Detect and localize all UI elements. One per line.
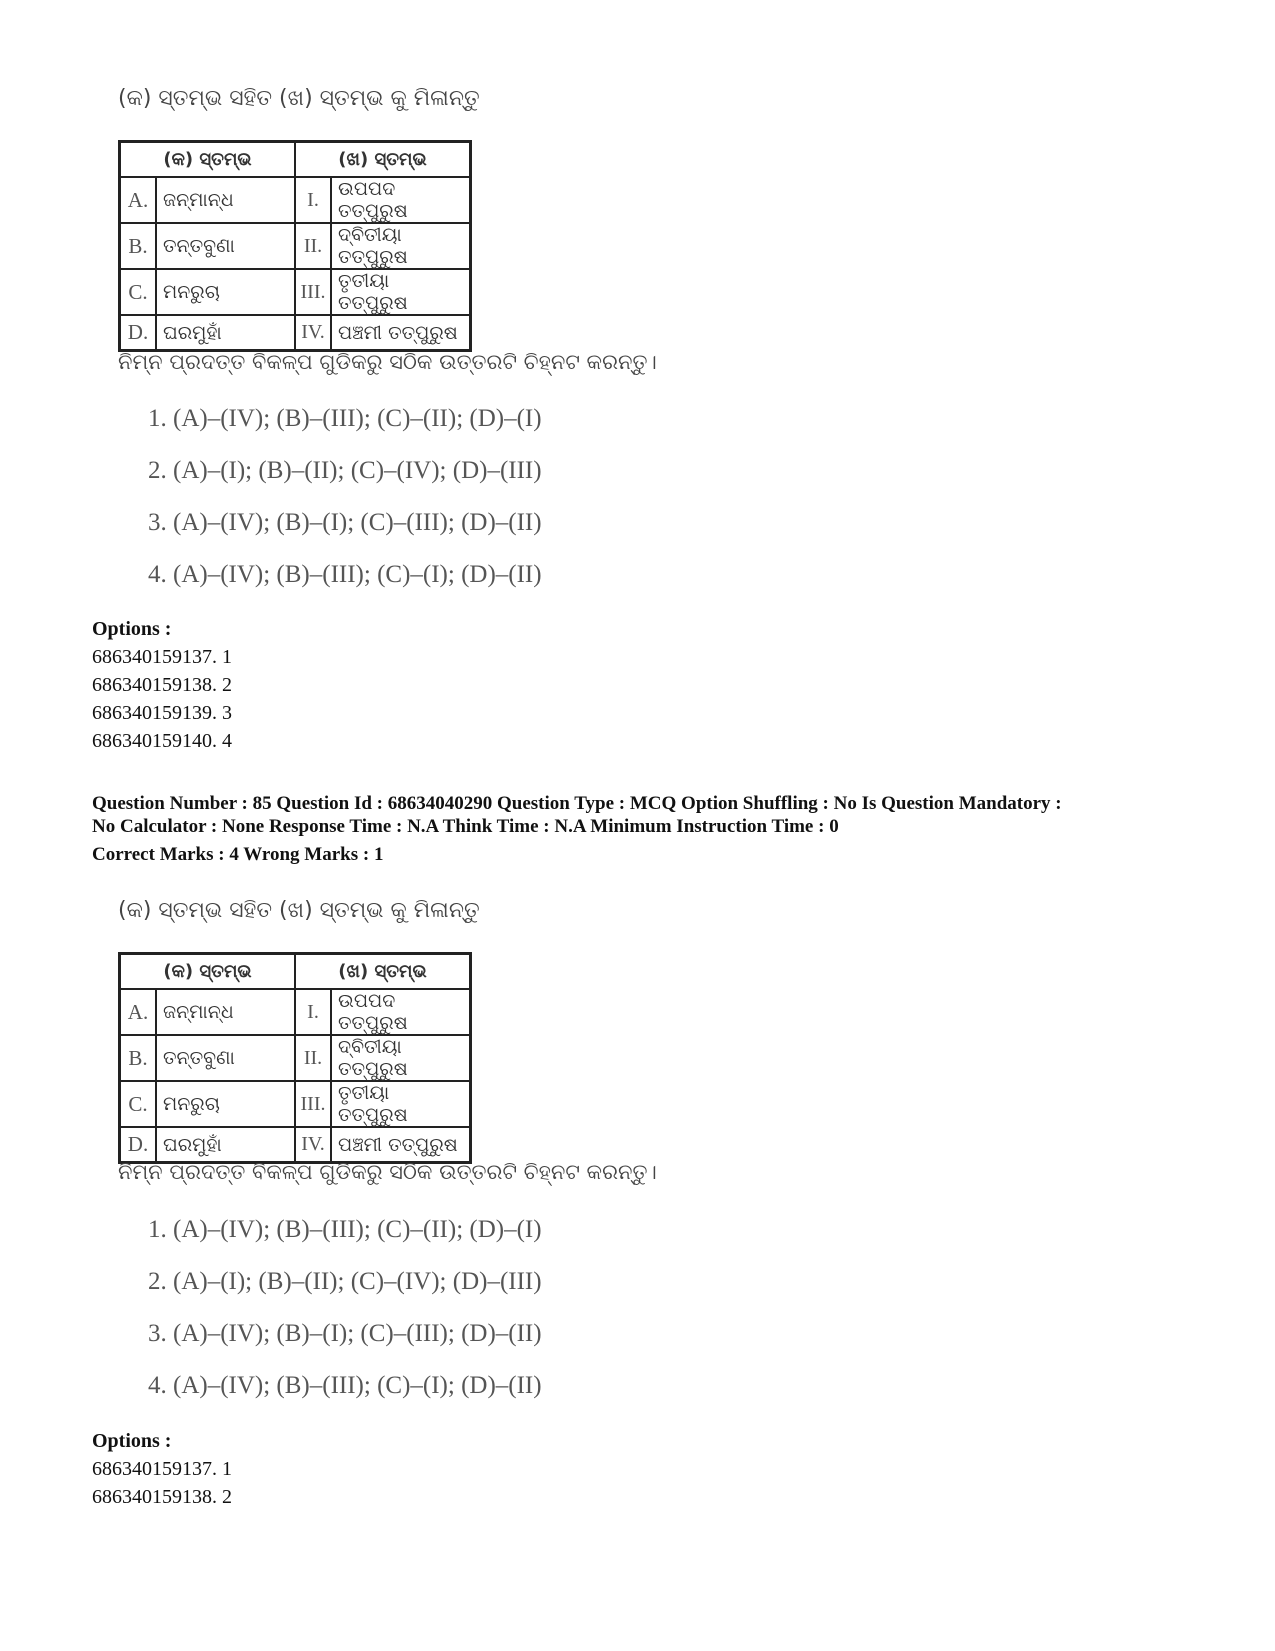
row-value-left: ଘରମୁହାଁ (156, 1127, 295, 1163)
option-item: 686340159138. 2 (92, 1486, 232, 1508)
row-value-right: ତୃତୀୟା ତତ୍ପୁରୁଷ (331, 269, 471, 315)
table-row (120, 1035, 471, 1081)
option-item: 686340159137. 1 (92, 1458, 232, 1480)
column-b-header: (ଖ) ସ୍ତମ୍ଭ (295, 142, 471, 178)
table-row (120, 1127, 471, 1163)
row-key-right: IV. (295, 1127, 331, 1163)
row-key-right: III. (295, 269, 331, 315)
row-key-left: C. (120, 269, 157, 315)
row-value-left: ତନ୍ତବୁଣା (156, 223, 295, 269)
table-row (120, 989, 471, 1035)
match-table (118, 140, 472, 352)
row-key-right: II. (295, 223, 331, 269)
row-value-left: ଘରମୁହାଁ (156, 315, 295, 351)
row-key-left: C. (120, 1081, 157, 1127)
row-value-left: ତନ୍ତବୁଣା (156, 1035, 295, 1081)
table-row (120, 1081, 471, 1127)
row-key-left: A. (120, 989, 157, 1035)
answer-choice: 4. (A)–(IV); (B)–(III); (C)–(I); (D)–(II) (148, 561, 542, 588)
table-row (120, 223, 471, 269)
row-key-left: B. (120, 1035, 157, 1081)
row-key-right: II. (295, 1035, 331, 1081)
answer-choice: 2. (A)–(I); (B)–(II); (C)–(IV); (D)–(III) (148, 457, 542, 484)
row-value-right: ଉପପଦ ତତ୍ପୁରୁଷ (331, 177, 471, 223)
row-value-right: ଦ୍ବିତୀୟା ତତ୍ପୁରୁଷ (331, 1035, 471, 1081)
table-header-row (120, 142, 471, 178)
row-key-right: III. (295, 1081, 331, 1127)
question-meta-line-2: No Calculator : None Response Time : N.A Think Time : N.A Minimum Instruction Time : 0 (92, 816, 839, 837)
question-meta-line-1: Question Number : 85 Question Id : 68634040290 Question Type : MCQ Option Shuffling : No Is Question Mandatory : (92, 793, 1062, 814)
question-prompt: (କ) ସ୍ତମ୍ଭ ସହିତ (ଖ) ସ୍ତମ୍ଭ କୁ ମିଳାନ୍ତୁ (118, 86, 480, 111)
table-row (120, 177, 471, 223)
row-value-right: ପଞ୍ଚମୀ ତତ୍ପୁରୁଷ (331, 1127, 471, 1163)
row-key-right: IV. (295, 315, 331, 351)
row-value-right: ତୃତୀୟା ତତ୍ପୁରୁଷ (331, 1081, 471, 1127)
row-key-right: I. (295, 177, 331, 223)
table-row (120, 315, 471, 351)
column-a-header: (କ) ସ୍ତମ୍ଭ (120, 954, 296, 990)
table-header-row (120, 954, 471, 990)
option-item: 686340159138. 2 (92, 674, 232, 696)
options-label: Options : (92, 618, 172, 640)
answer-choice: 1. (A)–(IV); (B)–(III); (C)–(II); (D)–(I) (148, 405, 542, 432)
answer-choice: 3. (A)–(IV); (B)–(I); (C)–(III); (D)–(II) (148, 1320, 542, 1347)
row-value-left: ମନରୁଚା (156, 269, 295, 315)
answer-choice: 1. (A)–(IV); (B)–(III); (C)–(II); (D)–(I) (148, 1216, 542, 1243)
row-key-right: I. (295, 989, 331, 1035)
row-key-left: A. (120, 177, 157, 223)
options-label: Options : (92, 1430, 172, 1452)
row-value-left: ଜନ୍ମାନ୍ଧ (156, 989, 295, 1035)
option-item: 686340159137. 1 (92, 646, 232, 668)
row-value-left: ମନରୁଚା (156, 1081, 295, 1127)
question-prompt: (କ) ସ୍ତମ୍ଭ ସହିତ (ଖ) ସ୍ତମ୍ଭ କୁ ମିଳାନ୍ତୁ (118, 898, 480, 923)
question-instruction: ନିମ୍ନ ପ୍ରଦତ୍ତ ବିକଳ୍ପ ଗୁଡିକରୁ ସଠିକ ଉତ୍ତରଟି ଚିହ୍ନଟ କରନ୍ତୁ। (118, 1160, 657, 1184)
row-key-left: B. (120, 223, 157, 269)
question-marks: Correct Marks : 4 Wrong Marks : 1 (92, 844, 384, 865)
match-table (118, 952, 472, 1164)
answer-choice: 3. (A)–(IV); (B)–(I); (C)–(III); (D)–(II) (148, 509, 542, 536)
column-b-header: (ଖ) ସ୍ତମ୍ଭ (295, 954, 471, 990)
answer-choice: 4. (A)–(IV); (B)–(III); (C)–(I); (D)–(II) (148, 1372, 542, 1399)
row-key-left: D. (120, 1127, 157, 1163)
row-value-right: ପଞ୍ଚମୀ ତତ୍ପୁରୁଷ (331, 315, 471, 351)
option-item: 686340159139. 3 (92, 702, 232, 724)
question-instruction: ନିମ୍ନ ପ୍ରଦତ୍ତ ବିକଳ୍ପ ଗୁଡିକରୁ ସଠିକ ଉତ୍ତରଟି ଚିହ୍ନଟ କରନ୍ତୁ। (118, 350, 657, 374)
column-a-header: (କ) ସ୍ତମ୍ଭ (120, 142, 296, 178)
answer-choice: 2. (A)–(I); (B)–(II); (C)–(IV); (D)–(III) (148, 1268, 542, 1295)
row-value-right: ଦ୍ବିତୀୟା ତତ୍ପୁରୁଷ (331, 223, 471, 269)
row-value-right: ଉପପଦ ତତ୍ପୁରୁଷ (331, 989, 471, 1035)
row-value-left: ଜନ୍ମାନ୍ଧ (156, 177, 295, 223)
row-key-left: D. (120, 315, 157, 351)
table-row (120, 269, 471, 315)
option-item: 686340159140. 4 (92, 730, 232, 752)
